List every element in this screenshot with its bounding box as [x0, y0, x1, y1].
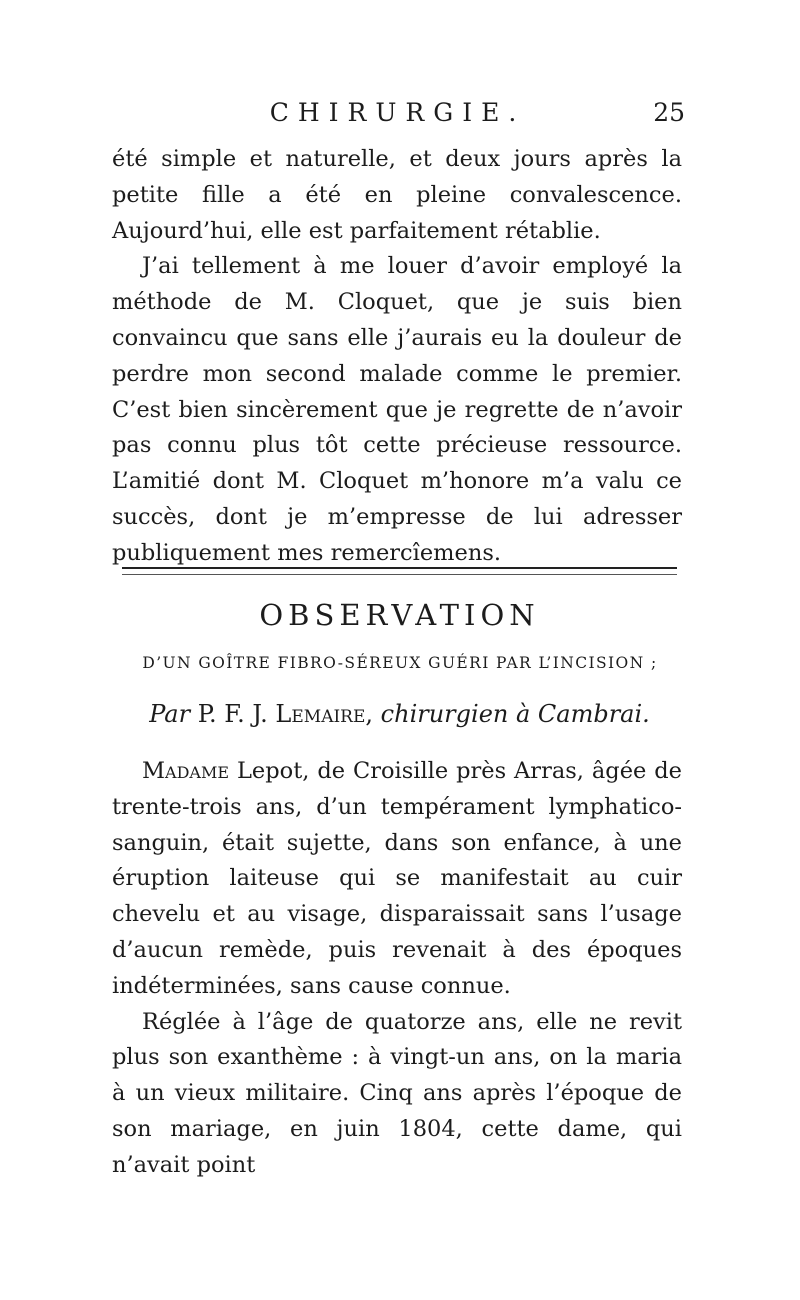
lead-word: Madame — [142, 758, 230, 784]
observation-subtitle: D’UN GOÎTRE FIBRO-SÉREUX GUÉRI PAR L’INCISION ; — [142, 654, 658, 672]
paragraph — [112, 754, 682, 1005]
section-divider — [122, 567, 677, 569]
author-name: P. F. J. Lemaire, — [197, 700, 374, 728]
paragraph-continued: été simple et naturelle, et deux jours après la petite fille a été en pleine convalescence. Aujourd’hui, elle est parfaitement rétablie. — [112, 146, 682, 244]
observation-byline — [112, 700, 687, 728]
paragraph: J’ai tellement à me louer d’avoir employé la méthode de M. Cloquet, que je suis bien convaincu que sans elle j’aurais eu la douleur de perdre mon second malade comme le premier. C’est bien sincèrement que je regrette de n’avoir pas connu plus tôt cette précieuse ressource. L’amitié dont M. Cloquet m’honore m’a valu ce succès, dont je m’empresse de lui adresser publiquement mes remercîemens. — [112, 253, 682, 566]
section-divider-thin — [122, 574, 677, 575]
page-header — [110, 98, 685, 134]
author-role: chirurgien à Cambrai. — [380, 700, 650, 728]
paragraph-text: Lepot, de Croisille près Arras, âgée de trente-trois ans, d’un tempérament lymphatico-sanguin, était sujette, dans son enfance, à une éruption laiteuse qui se manifestait au cuir chevelu et au visage, disparaissait sans l’usage d’aucun remède, puis revenait à des époques indéterminées, sans cause connue. — [112, 758, 682, 999]
page-number: 25 — [653, 98, 685, 127]
observation-title: OBSERVATION — [259, 598, 540, 632]
section-2-text — [112, 754, 682, 1184]
section-1-text — [112, 142, 682, 572]
paragraph: Réglée à l’âge de quatorze ans, elle ne revit plus son exanthème : à vingt-un ans, on la maria à un vieux militaire. Cinq ans après l’époque de son mariage, en juin 1804, cette dame, qui n’avait point — [112, 1008, 682, 1178]
running-head: CHIRURGIE. — [269, 98, 526, 127]
byline-par: Par — [149, 700, 191, 728]
